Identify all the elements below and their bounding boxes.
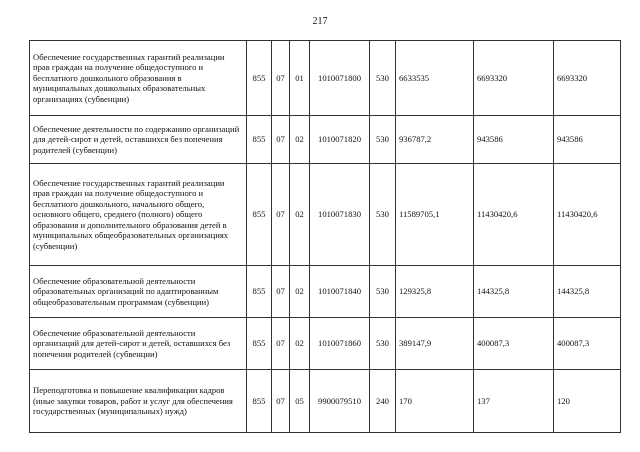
amount-year-3: 11430420,6 <box>554 164 621 266</box>
ministry-code: 855 <box>247 370 272 433</box>
section-code: 07 <box>272 318 290 370</box>
amount-year-3: 400087,3 <box>554 318 621 370</box>
table-row <box>30 41 621 116</box>
expense-type-code: 530 <box>370 41 396 116</box>
target-article-code: 1010071800 <box>310 41 370 116</box>
expense-type-code: 530 <box>370 164 396 266</box>
row-name: Переподготовка и повышение квалификации кадров (иные закупки товаров, работ и услуг для обеспечения государственных (муниципальных) нужд) <box>30 370 247 433</box>
amount-year-1: 389147,9 <box>396 318 474 370</box>
subsection-code: 02 <box>290 164 310 266</box>
amount-year-1: 129325,8 <box>396 266 474 318</box>
amount-year-2: 137 <box>474 370 554 433</box>
table-row <box>30 116 621 164</box>
expense-type-code: 530 <box>370 318 396 370</box>
ministry-code: 855 <box>247 41 272 116</box>
table-row <box>30 318 621 370</box>
section-code: 07 <box>272 164 290 266</box>
amount-year-2: 6693320 <box>474 41 554 116</box>
target-article-code: 1010071840 <box>310 266 370 318</box>
target-article-code: 9900079510 <box>310 370 370 433</box>
subsection-code: 02 <box>290 116 310 164</box>
expense-type-code: 530 <box>370 266 396 318</box>
section-code: 07 <box>272 41 290 116</box>
amount-year-1: 6633535 <box>396 41 474 116</box>
ministry-code: 855 <box>247 116 272 164</box>
row-name: Обеспечение деятельности по содержанию организаций для детей-сирот и детей, оставшихся без попечения родителей (субвенции) <box>30 116 247 164</box>
target-article-code: 1010071860 <box>310 318 370 370</box>
row-name: Обеспечение образовательной деятельности организаций для детей-сирот и детей, оставшихся без попечения родителей (субвенции) <box>30 318 247 370</box>
subsection-code: 02 <box>290 266 310 318</box>
ministry-code: 855 <box>247 266 272 318</box>
amount-year-1: 936787,2 <box>396 116 474 164</box>
target-article-code: 1010071820 <box>310 116 370 164</box>
row-name: Обеспечение государственных гарантий реализации прав граждан на получение общедоступного и бесплатного дошкольного, начального общего, основного общего, среднего (полного) общего образования и дополнительного образования детей в муниципальных общеобразовательных организациях (субвенции) <box>30 164 247 266</box>
expense-type-code: 530 <box>370 116 396 164</box>
amount-year-1: 170 <box>396 370 474 433</box>
amount-year-3: 943586 <box>554 116 621 164</box>
subsection-code: 01 <box>290 41 310 116</box>
row-name: Обеспечение образовательной деятельности образовательных организаций по адаптированным общеобразовательным программам (субвенции) <box>30 266 247 318</box>
section-code: 07 <box>272 370 290 433</box>
ministry-code: 855 <box>247 164 272 266</box>
section-code: 07 <box>272 266 290 318</box>
amount-year-2: 11430420,6 <box>474 164 554 266</box>
target-article-code: 1010071830 <box>310 164 370 266</box>
amount-year-3: 120 <box>554 370 621 433</box>
section-code: 07 <box>272 116 290 164</box>
table-row <box>30 164 621 266</box>
page-number: 217 <box>312 16 328 27</box>
subsection-code: 05 <box>290 370 310 433</box>
budget-table <box>29 40 621 433</box>
subsection-code: 02 <box>290 318 310 370</box>
ministry-code: 855 <box>247 318 272 370</box>
amount-year-2: 943586 <box>474 116 554 164</box>
table-row <box>30 370 621 433</box>
amount-year-2: 144325,8 <box>474 266 554 318</box>
amount-year-2: 400087,3 <box>474 318 554 370</box>
amount-year-1: 11589705,1 <box>396 164 474 266</box>
expense-type-code: 240 <box>370 370 396 433</box>
table-row <box>30 266 621 318</box>
amount-year-3: 144325,8 <box>554 266 621 318</box>
row-name: Обеспечение государственных гарантий реализации прав граждан на получение общедоступного и бесплатного дошкольного образования в муниципальных дошкольных образовательных организациях (субвенции) <box>30 41 247 116</box>
amount-year-3: 6693320 <box>554 41 621 116</box>
